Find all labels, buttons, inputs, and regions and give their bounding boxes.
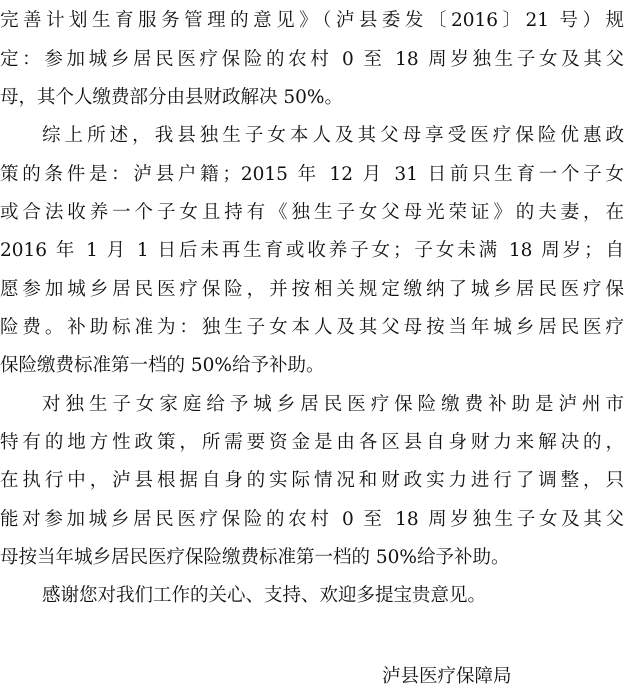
paragraph-line-8: 愿参加城乡居民医疗保险，并按相关规定缴纳了城乡居民医疗保 (0, 279, 624, 300)
paragraph-line-13: 在执行中，泸县根据自身的实际情况和财政实力进行了调整，只 (0, 470, 624, 491)
paragraph-line-6: 或合法收养一个子女且持有《独生子女父母光荣证》的夫妻，在 (0, 202, 624, 223)
paragraph-line-9: 险费。补助标准为：独生子女本人及其父母按当年城乡居民医疗 (0, 317, 624, 338)
paragraph-line-4: 综上所述，我县独生子女本人及其父母享受医疗保险优惠政 (42, 125, 624, 146)
paragraph-line-15: 母按当年城乡居民医疗保险缴费标准第一档的 50%给予补助。 (0, 547, 510, 568)
paragraph-line-1: 完善计划生育服务管理的意见》（泸县委发〔2016〕21 号）规 (0, 10, 624, 31)
paragraph-line-2: 定：参加城乡居民医疗保险的农村 0 至 18 周岁独生子女及其父 (0, 49, 624, 70)
paragraph-line-11: 对独生子女家庭给予城乡居民医疗保险缴费补助是泸州市 (42, 394, 624, 415)
paragraph-line-14: 能对参加城乡居民医疗保险的农村 0 至 18 周岁独生子女及其父 (0, 509, 624, 530)
closing-line: 感谢您对我们工作的关心、支持、欢迎多提宝贵意见。 (42, 585, 487, 606)
signature-organization: 泸县医疗保障局 (382, 666, 512, 687)
paragraph-line-3: 母，其个人缴费部分由县财政解决 50%。 (0, 87, 344, 108)
paragraph-line-12: 特有的地方性政策，所需要资金是由各区县自身财力来解决的， (0, 432, 624, 453)
paragraph-line-7: 2016 年 1 月 1 日后未再生育或收养子女；子女未满 18 周岁；自 (0, 240, 624, 261)
paragraph-line-5: 策的条件是：泸县户籍；2015 年 12 月 31 日前只生育一个子女 (0, 164, 624, 185)
paragraph-line-10: 保险缴费标准第一档的 50%给予补助。 (0, 355, 325, 376)
